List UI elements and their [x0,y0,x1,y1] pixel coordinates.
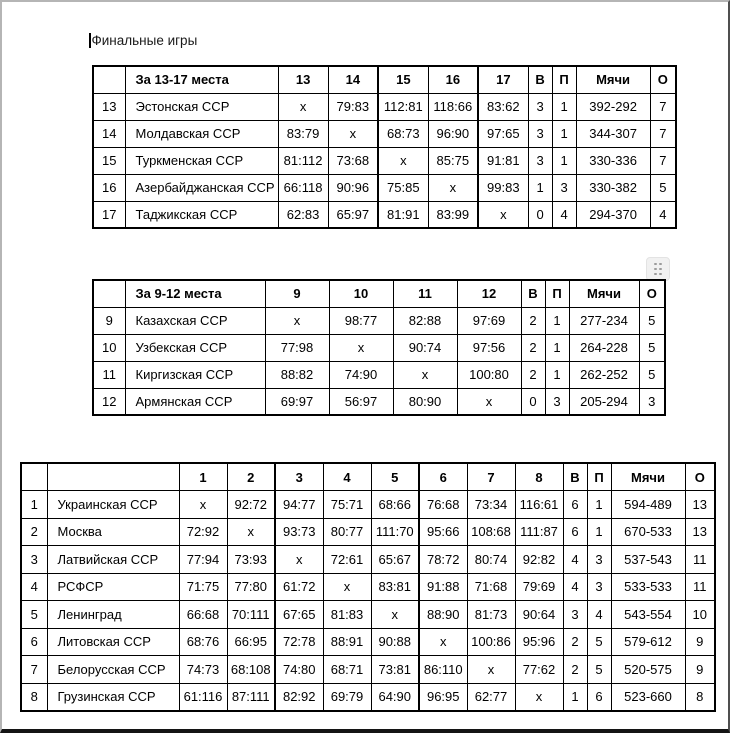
value-cell: 112:81 [378,93,428,120]
place-cell: 8 [21,683,47,711]
value-cell: 3 [587,573,611,601]
value-cell: 88:91 [323,628,371,656]
place-cell: 1 [21,491,47,519]
value-cell: 86:110 [419,656,467,684]
column-header: 9 [265,280,329,307]
value-cell: 4 [587,601,611,629]
value-cell: 75:71 [323,491,371,519]
value-cell: 3 [552,174,576,201]
value-cell: x [457,388,521,415]
value-cell: 11 [685,573,715,601]
value-cell: 79:69 [515,573,563,601]
value-cell: 91:81 [478,147,528,174]
table-row [93,120,676,147]
value-cell: 1 [545,307,569,334]
value-cell: 69:79 [323,683,371,711]
value-cell: 1 [552,120,576,147]
value-cell: 1 [563,683,587,711]
column-header: О [639,280,665,307]
value-cell: 82:92 [275,683,323,711]
document-title-line[interactable] [89,33,197,48]
table-row [93,307,665,334]
value-cell: 5 [587,656,611,684]
value-cell: 68:108 [227,656,275,684]
column-header: 5 [371,463,419,491]
value-cell: 61:72 [275,573,323,601]
value-cell: x [478,201,528,228]
value-cell: 330-382 [576,174,650,201]
value-cell: 68:71 [323,656,371,684]
place-cell: 16 [93,174,125,201]
value-cell: 3 [545,388,569,415]
value-cell: 5 [650,174,676,201]
value-cell: 3 [587,546,611,574]
place-cell: 5 [21,601,47,629]
value-cell: 9 [685,628,715,656]
value-cell: 88:90 [419,601,467,629]
value-cell: 73:93 [227,546,275,574]
table-row [93,388,665,415]
value-cell: 90:96 [328,174,378,201]
value-cell: 73:81 [371,656,419,684]
value-cell: 579-612 [611,628,685,656]
standings-table-places-1-8 [20,462,716,712]
value-cell: 7 [650,120,676,147]
value-cell: x [179,491,227,519]
value-cell: 69:97 [265,388,329,415]
value-cell: 4 [650,201,676,228]
value-cell: 56:97 [329,388,393,415]
value-cell: 10 [685,601,715,629]
value-cell: 670-533 [611,518,685,546]
value-cell: 78:72 [419,546,467,574]
value-cell: 1 [552,93,576,120]
value-cell: 543-554 [611,601,685,629]
value-cell: 277-234 [569,307,639,334]
value-cell: 99:83 [478,174,528,201]
value-cell: 80:77 [323,518,371,546]
value-cell: 3 [528,147,552,174]
value-cell: 97:65 [478,120,528,147]
value-cell: 77:62 [515,656,563,684]
value-cell: 76:68 [419,491,467,519]
value-cell: 523-660 [611,683,685,711]
column-header: Мячи [576,66,650,93]
column-header: П [545,280,569,307]
value-cell: 3 [528,120,552,147]
place-cell: 6 [21,628,47,656]
column-header: В [563,463,587,491]
value-cell: 71:68 [467,573,515,601]
value-cell: 330-336 [576,147,650,174]
value-cell: 67:65 [275,601,323,629]
value-cell: 520-575 [611,656,685,684]
value-cell: 75:85 [378,174,428,201]
column-header: 13 [278,66,328,93]
value-cell: 80:90 [393,388,457,415]
team-name-cell: Туркменская ССР [125,147,278,174]
place-cell: 12 [93,388,125,415]
value-cell: 97:69 [457,307,521,334]
place-cell: 9 [93,307,125,334]
column-header: 14 [328,66,378,93]
value-cell: 537-543 [611,546,685,574]
value-cell: 6 [563,518,587,546]
value-cell: 90:88 [371,628,419,656]
value-cell: 87:111 [227,683,275,711]
value-cell: 118:66 [428,93,478,120]
column-header: О [685,463,715,491]
column-header: 12 [457,280,521,307]
value-cell: 0 [528,201,552,228]
value-cell: 81:73 [467,601,515,629]
value-cell: 66:95 [227,628,275,656]
team-name-cell: Азербайджанская ССР [125,174,278,201]
place-cell: 13 [93,93,125,120]
value-cell: 97:56 [457,334,521,361]
value-cell: 72:61 [323,546,371,574]
value-cell: 5 [639,361,665,388]
team-name-cell: Грузинская ССР [47,683,179,711]
value-cell: x [378,147,428,174]
place-cell: 14 [93,120,125,147]
value-cell: 533-533 [611,573,685,601]
team-name-cell: РСФСР [47,573,179,601]
team-name-cell: Белорусская ССР [47,656,179,684]
value-cell: 66:118 [278,174,328,201]
place-cell: 15 [93,147,125,174]
table-row [21,683,715,711]
value-cell: x [467,656,515,684]
team-name-cell: Молдавская ССР [125,120,278,147]
table-row [93,174,676,201]
column-header: 17 [478,66,528,93]
value-cell: 71:75 [179,573,227,601]
value-cell: 81:83 [323,601,371,629]
value-cell: 392-292 [576,93,650,120]
table-header-row [93,280,665,307]
value-cell: 108:68 [467,518,515,546]
standings-table-places-9-12 [92,279,666,416]
place-cell: 10 [93,334,125,361]
table-row [93,93,676,120]
value-cell: 92:72 [227,491,275,519]
text-cursor-caret [89,33,91,48]
column-header: 10 [329,280,393,307]
team-name-cell: Ленинград [47,601,179,629]
value-cell: 94:77 [275,491,323,519]
value-cell: 1 [587,491,611,519]
table-row [21,491,715,519]
value-cell: 82:88 [393,307,457,334]
column-header: 15 [378,66,428,93]
value-cell: 74:73 [179,656,227,684]
value-cell: 74:80 [275,656,323,684]
value-cell: x [278,93,328,120]
table-drag-handle-icon[interactable] [646,257,670,281]
value-cell: 62:83 [278,201,328,228]
value-cell: 72:78 [275,628,323,656]
value-cell: 262-252 [569,361,639,388]
value-cell: 68:73 [378,120,428,147]
value-cell: 4 [563,546,587,574]
value-cell: 91:88 [419,573,467,601]
value-cell: 100:80 [457,361,521,388]
value-cell: 62:77 [467,683,515,711]
value-cell: 95:96 [515,628,563,656]
grip-dots-icon [654,263,662,276]
column-header: В [528,66,552,93]
team-name-cell: Эстонская ССР [125,93,278,120]
value-cell: 65:67 [371,546,419,574]
value-cell: x [515,683,563,711]
value-cell: 5 [639,334,665,361]
value-cell: 83:81 [371,573,419,601]
value-cell: x [428,174,478,201]
value-cell: x [393,361,457,388]
column-header [93,280,125,307]
value-cell: 5 [639,307,665,334]
value-cell: 65:97 [328,201,378,228]
value-cell: 6 [563,491,587,519]
value-cell: 95:66 [419,518,467,546]
value-cell: 2 [521,307,545,334]
column-header: 16 [428,66,478,93]
table-row [93,201,676,228]
value-cell: x [265,307,329,334]
value-cell: x [227,518,275,546]
value-cell: x [371,601,419,629]
value-cell: x [329,334,393,361]
value-cell: 5 [587,628,611,656]
value-cell: 77:98 [265,334,329,361]
value-cell: 96:95 [419,683,467,711]
place-cell: 2 [21,518,47,546]
value-cell: 83:99 [428,201,478,228]
value-cell: 61:116 [179,683,227,711]
value-cell: 79:83 [328,93,378,120]
value-cell: 83:79 [278,120,328,147]
column-header: 3 [275,463,323,491]
value-cell: 74:90 [329,361,393,388]
value-cell: 594-489 [611,491,685,519]
value-cell: 90:64 [515,601,563,629]
value-cell: 80:74 [467,546,515,574]
table-row [93,361,665,388]
table-row [93,334,665,361]
place-cell: 3 [21,546,47,574]
team-name-cell: Москва [47,518,179,546]
column-header: 1 [179,463,227,491]
value-cell: 70:111 [227,601,275,629]
value-cell: 6 [587,683,611,711]
value-cell: 1 [545,334,569,361]
value-cell: 85:75 [428,147,478,174]
value-cell: 264-228 [569,334,639,361]
team-name-cell: Таджикская ССР [125,201,278,228]
value-cell: 73:34 [467,491,515,519]
column-header: 2 [227,463,275,491]
table-row [21,601,715,629]
table-row [93,147,676,174]
table-row [21,656,715,684]
team-name-cell: Латвийская ССР [47,546,179,574]
column-header: 11 [393,280,457,307]
column-header: П [587,463,611,491]
value-cell: 7 [650,147,676,174]
value-cell: 116:61 [515,491,563,519]
team-name-cell: Казахская ССР [125,307,265,334]
value-cell: 111:70 [371,518,419,546]
table-row [21,546,715,574]
value-cell: 83:62 [478,93,528,120]
value-cell: 4 [563,573,587,601]
value-cell: 81:112 [278,147,328,174]
value-cell: x [275,546,323,574]
value-cell: 0 [521,388,545,415]
standings-table-places-13-17 [92,65,677,229]
value-cell: 3 [563,601,587,629]
place-cell: 7 [21,656,47,684]
team-name-cell: Армянская ССР [125,388,265,415]
table-row [21,518,715,546]
column-header: Мячи [569,280,639,307]
group-title-header [47,463,179,491]
team-name-cell: Узбекская ССР [125,334,265,361]
table-header-row [93,66,676,93]
column-header: П [552,66,576,93]
value-cell: 8 [685,683,715,711]
value-cell: 205-294 [569,388,639,415]
team-name-cell: Украинская ССР [47,491,179,519]
value-cell: 9 [685,656,715,684]
table-row [21,573,715,601]
value-cell: 93:73 [275,518,323,546]
value-cell: x [323,573,371,601]
value-cell: 68:66 [371,491,419,519]
group-title-header: За 13-17 места [125,66,278,93]
column-header: О [650,66,676,93]
value-cell: 72:92 [179,518,227,546]
team-name-cell: Литовская ССР [47,628,179,656]
value-cell: 2 [521,334,545,361]
value-cell: 92:82 [515,546,563,574]
column-header: 8 [515,463,563,491]
value-cell: 100:86 [467,628,515,656]
value-cell: x [328,120,378,147]
column-header [93,66,125,93]
value-cell: 77:80 [227,573,275,601]
value-cell: 344-307 [576,120,650,147]
value-cell: 1 [528,174,552,201]
value-cell: 3 [639,388,665,415]
column-header: 6 [419,463,467,491]
value-cell: 81:91 [378,201,428,228]
value-cell: 2 [521,361,545,388]
value-cell: 90:74 [393,334,457,361]
place-cell: 11 [93,361,125,388]
value-cell: 73:68 [328,147,378,174]
value-cell: 2 [563,656,587,684]
team-name-cell: Киргизская ССР [125,361,265,388]
value-cell: 1 [552,147,576,174]
column-header: В [521,280,545,307]
document-title: Финальные игры [91,33,198,48]
column-header: 7 [467,463,515,491]
column-header [21,463,47,491]
value-cell: 1 [587,518,611,546]
value-cell: 98:77 [329,307,393,334]
value-cell: 11 [685,546,715,574]
value-cell: 68:76 [179,628,227,656]
column-header: Мячи [611,463,685,491]
value-cell: 3 [528,93,552,120]
value-cell: 4 [552,201,576,228]
value-cell: 13 [685,518,715,546]
value-cell: 64:90 [371,683,419,711]
value-cell: 1 [545,361,569,388]
value-cell: 13 [685,491,715,519]
value-cell: 111:87 [515,518,563,546]
group-title-header: За 9-12 места [125,280,265,307]
value-cell: 88:82 [265,361,329,388]
value-cell: 7 [650,93,676,120]
column-header: 4 [323,463,371,491]
table-row [21,628,715,656]
value-cell: 66:68 [179,601,227,629]
value-cell: 2 [563,628,587,656]
table-header-row [21,463,715,491]
place-cell: 17 [93,201,125,228]
value-cell: x [419,628,467,656]
value-cell: 77:94 [179,546,227,574]
place-cell: 4 [21,573,47,601]
value-cell: 294-370 [576,201,650,228]
value-cell: 96:90 [428,120,478,147]
